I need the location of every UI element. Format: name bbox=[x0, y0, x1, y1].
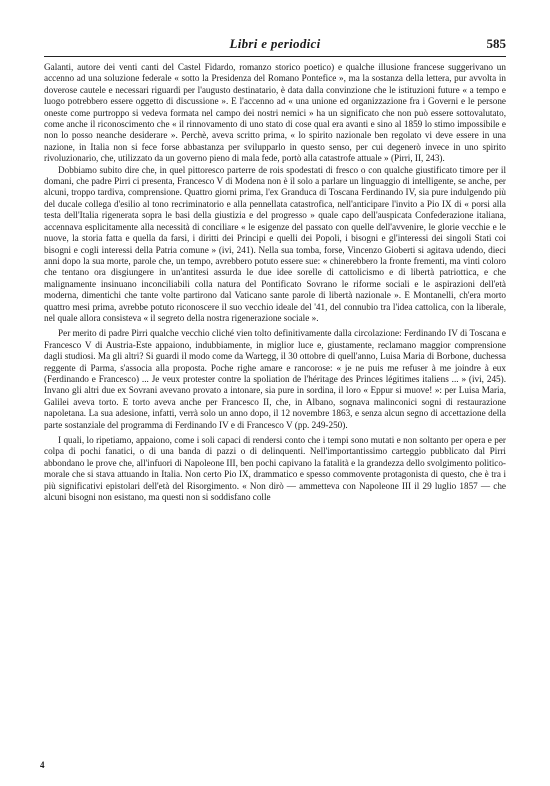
running-header bbox=[44, 36, 506, 57]
paragraph-4: I quali, lo ripetiamo, appaiono, come i soli capaci di rendersi conto che i tempi sono mutati e non soltanto per opera e per colpa di pochi fanatici, o di una banda di pazzi o di delinquenti. Nell'importantissimo carteggio pubblicato dal Pirri abbondano le prove che, all'infuori di Napoleone III, ben pochi capivano la fatalità e la grandezza dello svolgimento politico-morale che si stava attuando in Italia. Non certo Pio IX, drammatico e spesso commovente protagonista di questo, che è tra i più significativi epistolari dell'età del Risorgimento. « Non dirò — ammetteva con Napoleone III il 29 luglio 1857 — che alcuni bisogni non esistano, ma questi non si soddisfano colle bbox=[44, 435, 506, 503]
footer-signature-mark: 4 bbox=[40, 760, 45, 770]
paragraph-3: Per merito di padre Pirri qualche vecchio cliché vien tolto definitivamente dalla circolazione: Ferdinando IV di Toscana e Francesco V di Austria-Este appaiono, indubbiamente, in miglior luce e, giustamente, reclamano maggior comprensione dagli studiosi. Ma gli altri? Si guardi il modo come da Wartegg, il 30 ottobre di quell'anno, Luisa Maria di Borbone, duchessa reggente di Parma, s'associa alla proposta. Poche righe amare e rancorose: « je ne puis me refuser à me joindre à eux (Ferdinando e Francesco) ... Je veux protester contre la spoliation de l'héritage des Princes légitimes italiens ... » (ivi, 245). Invano gli altri due ex Sovrani avevano provato a intonare, sia pure in sordina, il loro « Eppur si muove! »: per Luisa Maria, Galilei aveva torto. E torto aveva anche per Francesco II, che, in Albano, sognava malinconici sogni di restaurazione napoletana. La sua adesione, infatti, verrà solo un anno dopo, il 12 novembre 1863, e senza alcun segno di accettazione della parte sostanziale del programma di Ferdinando IV e di Francesco V (pp. 249-250). bbox=[44, 328, 506, 430]
paragraph-2: Dobbiamo subito dire che, in quel pittoresco parterre de rois spodestati di fresco o con qualche giustificato timore per il domani, che padre Pirri ci presenta, Francesco V di Modena non è il solo a parlare un linguaggio di intelligente, se anche, per alcuni, troppo tardiva, comprensione. Quattro giorni prima, l'ex Granduca di Toscana Ferdinando IV, sia pure indulgendo più del ducale collega d'esilio al tono recriminatorio e alla pennellata catastrofica, nell'anticipare l'invito a Pio IX di « porsi alla testa dell'Italia rigenerata sopra le basi della giustizia e del progresso » quale capo dell'auspicata Confederazione italiana, accennava esplicitamente alla necessità di conciliare « le esigenze del passato con quelle dell'avvenire, le glorie vecchie e le nuove, la storia fatta e quella da farsi, i diritti dei Principi e quelli dei Popoli, i bisogni e gl'interessi dei singoli Stati coi bisogni e cogli interessi della Patria comune » (ivi, 241). Nella sua tomba, forse, Vincenzo Gioberti si agitava udendo, dieci anni dopo la sua morte, parole che, un tempo, avrebbero potuto essere sue: « chinerebbero la fronte frementi, ma vinti coloro che tentano ora disgiungere in un'antitesi assurda le due idee sorelle di cattolicismo e di libertà patriottica, e che malignamente insinuano inconciliabili colla natura del Pontificato Sovrano le riforme sociali e le aspirazioni dell'età moderna, dimentichi che tante volte partirono dal Vaticano sante parole di libertà nazionale ». E Montanelli, ch'era morto quattro mesi prima, avrebbe potuto riconoscere il suo vecchio ideale del '41, del connubio tra l'idea cattolica, con la liberale, nel quale allora consisteva « il segreto della nostra rigenerazione sociale ». bbox=[44, 164, 506, 323]
page-number: 585 bbox=[486, 36, 506, 51]
paragraph-1: Galanti, autore dei venti canti del Castel Fidardo, romanzo storico poetico) e qualche illusione francese suggerivano un accenno ad una soluzione federale « sotto la Presidenza del Romano Pontefice », ma la sostanza della lettera, pur avvolta in doverose cautele e necessari riguardi per l'augusto destinatario, è data dalla convinzione che le istituzioni future « a tempo e luogo potrebbero essere oggetto di discussione ». E l'accenno ad « una unione ed organizzazione fra i Governi e le persone oneste come purtroppo si vedeva formata nel campo dei nostri nemici » ha un significato che non può essere sottovalutato, come anche il riconoscimento che « il rinnovamento di uno stato di cose qual era avanti e sino al 1859 lo stimo impossibile e non lo posso neanche desiderare ». Perchè, aveva scritto prima, « lo spirito nazionale ben regolato vi deve essere in una nazione, in Italia non si fece forse abbastanza per svilupparlo in questo senso, per cui degenerò invece in uno spirito rivoluzionario, che, utilizzato da un governo pieno di mala fede, portò alla catastrofe attuale » (Pirri, II, 243). bbox=[44, 62, 506, 164]
body-text bbox=[44, 62, 506, 503]
header-title: Libri e periodici bbox=[229, 36, 321, 51]
